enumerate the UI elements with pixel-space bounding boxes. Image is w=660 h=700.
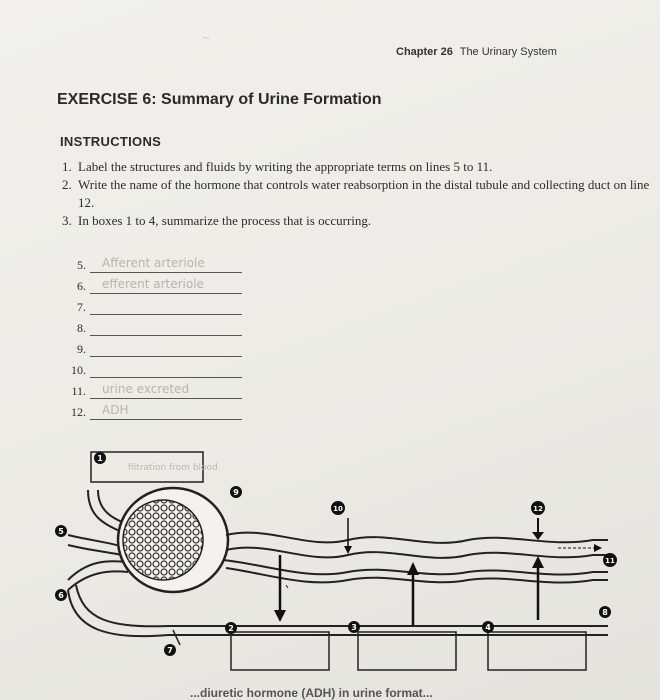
box1-handwriting: filtration from blood <box>128 463 218 473</box>
svg-text:4: 4 <box>485 623 491 632</box>
handwritten-answer: Afferent arteriole <box>102 256 205 270</box>
process-box-3[interactable] <box>358 632 456 670</box>
svg-text:12: 12 <box>533 505 543 513</box>
svg-text:8: 8 <box>602 608 608 617</box>
pencil-scribble: ~ <box>202 30 210 45</box>
svg-text:11: 11 <box>605 557 615 565</box>
answer-line-8[interactable]: 8. <box>58 315 242 336</box>
marker-12 <box>531 501 545 515</box>
answer-line-11[interactable]: 11. urine excreted <box>58 378 242 399</box>
svg-text:9: 9 <box>233 488 239 497</box>
marker-5 <box>55 525 67 537</box>
marker-8 <box>599 606 611 618</box>
instructions-heading: INSTRUCTIONS <box>60 134 162 149</box>
answer-line-6[interactable]: 6. efferent arteriole <box>58 273 242 294</box>
svg-text:3: 3 <box>351 623 357 632</box>
answer-line-12[interactable]: 12. ADH <box>58 399 242 420</box>
next-page-text: ...diuretic hormone (ADH) in urine format... <box>190 686 433 700</box>
process-box-1[interactable] <box>91 452 218 482</box>
answer-line-7[interactable]: 7. <box>58 294 242 315</box>
marker-6 <box>55 589 67 601</box>
svg-text:1: 1 <box>97 454 103 463</box>
answer-lines <box>58 252 242 420</box>
answer-line-5[interactable]: 5. Afferent arteriole <box>58 252 242 273</box>
nephron-diagram <box>48 440 648 680</box>
chapter-subject: The Urinary System <box>459 46 557 58</box>
marker-1 <box>94 452 106 464</box>
handwritten-answer: urine excreted <box>102 382 190 396</box>
instruction-item: 2. Write the name of the hormone that controls water reabsorption in the distal tubule and collecting duct on line 12. <box>62 177 650 210</box>
handwritten-answer: efferent arteriole <box>102 277 204 291</box>
marker-3 <box>348 621 360 633</box>
instruction-item: 3. In boxes 1 to 4, summarize the process that is occurring. <box>62 213 372 228</box>
instructions-list <box>62 158 652 230</box>
glomerulus <box>123 500 203 580</box>
answer-line-10[interactable]: 10. <box>58 357 242 378</box>
marker-2 <box>225 622 237 634</box>
process-box-4[interactable] <box>488 632 586 670</box>
marker-11 <box>603 553 617 567</box>
instruction-item: 1. Label the structures and fluids by writing the appropriate terms on lines 5 to 11. <box>62 159 493 174</box>
exercise-title: EXERCISE 6: Summary of Urine Formation <box>57 91 382 108</box>
marker-4 <box>482 621 494 633</box>
handwritten-answer: ADH <box>102 403 129 417</box>
running-header <box>396 46 557 58</box>
answer-line-9[interactable]: 9. <box>58 336 242 357</box>
marker-7 <box>164 644 176 656</box>
svg-text:2: 2 <box>228 624 234 633</box>
svg-text:5: 5 <box>58 527 64 536</box>
svg-text:7: 7 <box>167 646 173 655</box>
marker-9 <box>230 486 242 498</box>
svg-text:10: 10 <box>333 505 343 513</box>
process-box-2[interactable] <box>231 632 329 670</box>
chapter-label: Chapter 26 <box>396 46 453 58</box>
marker-10 <box>331 501 345 515</box>
svg-text:6: 6 <box>58 591 64 600</box>
